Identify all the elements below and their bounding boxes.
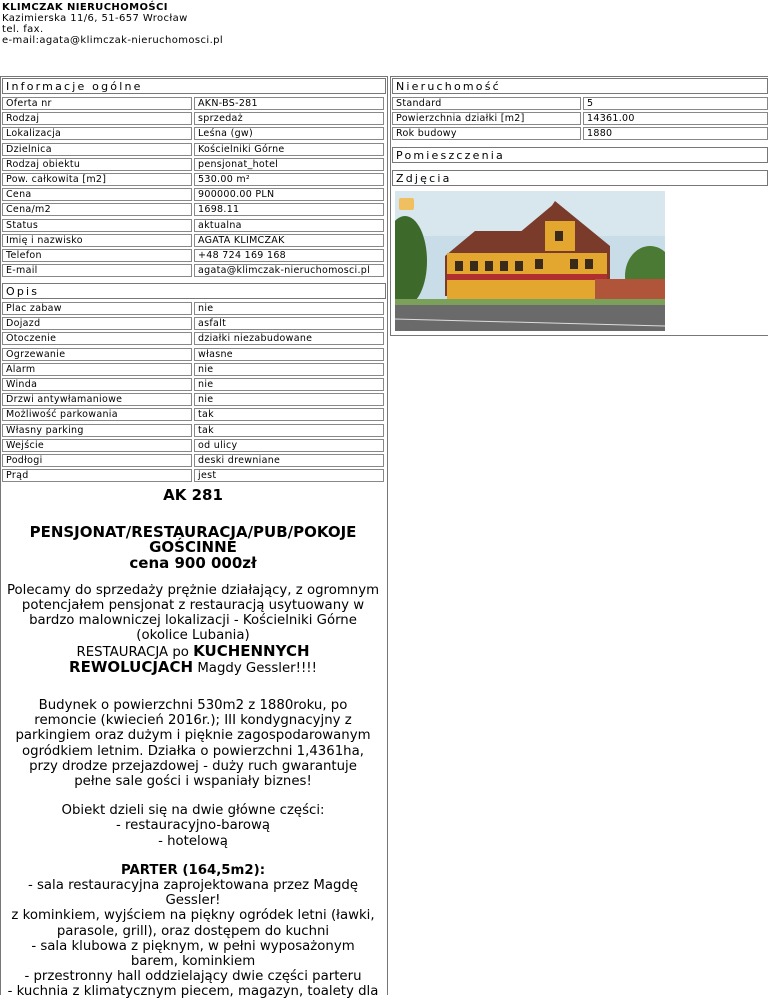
offer-description xyxy=(0,488,386,1000)
building-line: pełne sale gości i wspaniały biznes! xyxy=(74,774,312,790)
photos-section-title[interactable]: Zdjęcia xyxy=(392,170,768,186)
row-value: +48 724 169 168 xyxy=(194,249,384,262)
row-value: własne xyxy=(194,348,384,361)
row-label: Status xyxy=(2,219,192,232)
offer-code: AK 281 xyxy=(163,486,223,504)
parts-line: Obiekt dzieli się na dwie główne części: xyxy=(61,803,325,819)
row-label: Rodzaj obiektu xyxy=(2,158,192,171)
row-value: od ulicy xyxy=(194,439,384,452)
building-line: przy drodze przejazdowej - duży ruch gwarantuje xyxy=(29,758,357,774)
row-label: Plac zabaw xyxy=(2,302,192,315)
row-label: Możliwość parkowania xyxy=(2,408,192,421)
row-value: 530.00 m² xyxy=(194,173,384,186)
row-label: Rodzaj xyxy=(2,112,192,125)
building-photo-image xyxy=(395,191,665,331)
row-label: Otoczenie xyxy=(2,332,192,345)
row-value: 14361.00 xyxy=(583,112,768,125)
row-label: Cena/m2 xyxy=(2,203,192,216)
row-label: Imię i nazwisko xyxy=(2,234,192,247)
photo-badge-icon xyxy=(399,198,414,210)
row-label: Pow. całkowita [m2] xyxy=(2,173,192,186)
row-value: Leśna (gw) xyxy=(194,127,384,140)
row-value: nie xyxy=(194,363,384,376)
agency-name: KLIMCZAK NIERUCHOMOŚCI xyxy=(2,2,168,13)
rooms-section-title[interactable]: Pomieszczenia xyxy=(392,147,768,163)
row-label: Oferta nr xyxy=(2,97,192,110)
row-value: 1880 xyxy=(583,127,768,140)
ground-floor-line: - sala restauracyjna zaprojektowana przez Magdę xyxy=(27,878,359,894)
row-label: Cena xyxy=(2,188,192,201)
row-label: E-mail xyxy=(2,264,192,277)
row-value: AGATA KLIMCZAK xyxy=(194,234,384,247)
row-value: nie xyxy=(194,393,384,406)
intro-line: bardzo malowniczej lokalizacji - Kościelniki Górne xyxy=(29,613,357,629)
restaurant-suffix: Magdy Gessler!!!! xyxy=(193,660,317,676)
agency-header xyxy=(2,2,223,46)
building-line: parkingiem oraz dużym i pięknie zagospodarowanym xyxy=(15,728,371,744)
row-label: Wejście xyxy=(2,439,192,452)
restaurant-bold: KUCHENNYCH xyxy=(193,641,310,660)
row-value: agata@klimczak-nieruchomosci.pl xyxy=(194,264,384,277)
opis-section-title: Opis xyxy=(2,283,386,299)
agency-address: Kazimierska 11/6, 51-657 Wrocław xyxy=(2,13,188,24)
headline-price: cena 900 000zł xyxy=(129,553,257,572)
row-value: tak xyxy=(194,408,384,421)
row-value: 1698.11 xyxy=(194,203,384,216)
row-value: 5 xyxy=(583,97,768,110)
restaurant-prefix: RESTAURACJA po xyxy=(76,644,194,660)
row-value: nie xyxy=(194,378,384,391)
ground-floor-heading: PARTER (164,5m2): xyxy=(120,862,266,878)
row-label: Alarm xyxy=(2,363,192,376)
building-line: ogródkiem letnim. Działka o powierzchni 1,4361ha, xyxy=(22,743,364,759)
row-label: Powierzchnia działki [m2] xyxy=(392,112,581,125)
ground-floor-line: parasole, grill), oraz dostępem do kuchni xyxy=(56,923,330,939)
row-value: deski drewniane xyxy=(194,454,384,467)
agency-email: e-mail:agata@klimczak-nieruchomosci.pl xyxy=(2,35,224,46)
intro-line: potencjałem pensjonat z restauracją usytuowany w xyxy=(21,598,365,614)
row-label: Drzwi antywłamaniowe xyxy=(2,393,192,406)
row-value: pensjonat_hotel xyxy=(194,158,384,171)
general-section-title: Informacje ogólne xyxy=(2,78,386,94)
row-label: Rok budowy xyxy=(392,127,581,140)
intro-line: Polecamy do sprzedaży prężnie działający, z ogromnym xyxy=(6,582,380,598)
ground-floor-line: z kominkiem, wyjściem na piękny ogródek letni (ławki, xyxy=(11,908,375,924)
row-label: Dzielnica xyxy=(2,143,192,156)
parts-line: - restauracyjno-barową xyxy=(115,818,271,834)
headline-line2: GOŚCINNE xyxy=(149,538,237,557)
parts-line: - hotelową xyxy=(158,833,228,849)
ground-floor-line: - sala klubowa z pięknym, w pełni wyposażonym xyxy=(31,938,355,954)
property-section-title: Nieruchomość xyxy=(392,78,768,94)
ground-floor-line: - przestronny hall oddzielający dwie części parteru xyxy=(24,969,362,985)
row-label: Winda xyxy=(2,378,192,391)
intro-line: (okolice Lubania) xyxy=(136,628,250,644)
ground-floor-line: - kuchnia z klimatycznym piecem, magazyn, toalety dla xyxy=(7,984,379,1000)
building-line: remoncie (kwiecień 2016r.); III kondygnacyjny z xyxy=(34,713,352,729)
row-value: Kościelniki Górne xyxy=(194,143,384,156)
ground-floor-line: Gessler! xyxy=(165,893,221,909)
building-line: Budynek o powierzchni 530m2 z 1880roku, po xyxy=(38,698,348,714)
row-value: działki niezabudowane xyxy=(194,332,384,345)
row-value: tak xyxy=(194,424,384,437)
row-label: Dojazd xyxy=(2,317,192,330)
row-label: Ogrzewanie xyxy=(2,348,192,361)
row-value: aktualna xyxy=(194,219,384,232)
row-label: Lokalizacja xyxy=(2,127,192,140)
row-label: Standard xyxy=(392,97,581,110)
row-label: Telefon xyxy=(2,249,192,262)
row-value: 900000.00 PLN xyxy=(194,188,384,201)
restaurant-bold: REWOLUCJACH xyxy=(69,657,194,676)
row-value: jest xyxy=(194,469,384,482)
headline-line1: PENSJONAT/RESTAURACJA/PUB/POKOJE xyxy=(29,523,357,542)
restaurant-line xyxy=(0,657,386,676)
row-value: asfalt xyxy=(194,317,384,330)
row-value: sprzedaż xyxy=(194,112,384,125)
row-label: Prąd xyxy=(2,469,192,482)
ground-floor-line: barem, kominkiem xyxy=(130,954,256,970)
row-value: AKN-BS-281 xyxy=(194,97,384,110)
property-photo[interactable] xyxy=(395,191,665,331)
row-label: Własny parking xyxy=(2,424,192,437)
row-value: nie xyxy=(194,302,384,315)
agency-tel: tel. fax. xyxy=(2,24,44,35)
row-label: Podłogi xyxy=(2,454,192,467)
